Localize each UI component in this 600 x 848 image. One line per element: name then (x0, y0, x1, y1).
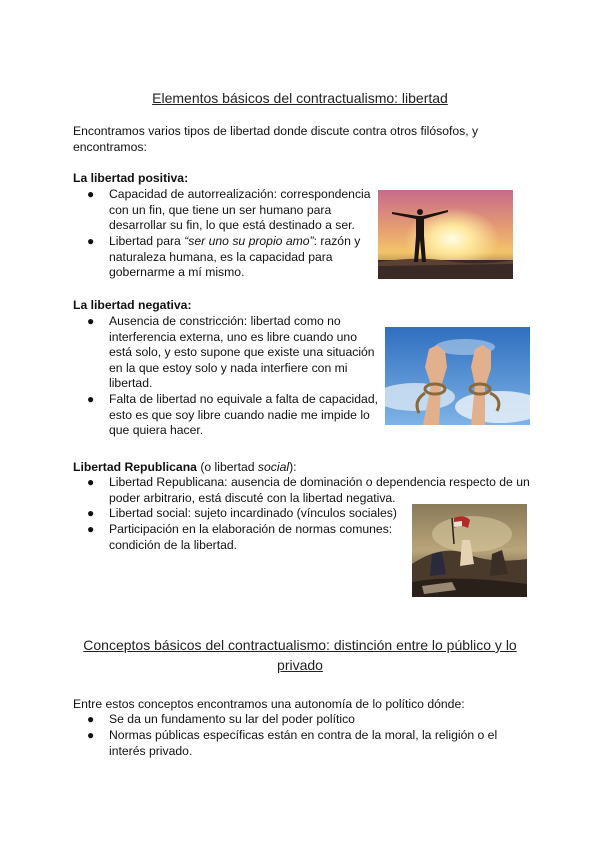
liberty-painting-image (412, 504, 527, 597)
intro-line: Encontramos varios tipos de libertad donde discute contra otros filósofos, y (73, 124, 479, 138)
list-item-line: Capacidad de autorrealización: correspondencia (109, 187, 371, 201)
list-item-line: que quiera hacer. (109, 423, 204, 437)
list-item-line: libertad. (109, 376, 153, 390)
title-line: privado (277, 657, 323, 673)
list-item-line (109, 234, 384, 250)
bullet-icon: ● (87, 728, 95, 742)
list-item-line: condición de la libertad. (109, 537, 238, 552)
list-item (87, 506, 409, 522)
heading-bold: Libertad Republicana (73, 460, 197, 474)
bullet-icon: ● (87, 522, 95, 536)
list-item-line: interferencia externa, uno es libre cuando uno (109, 329, 357, 344)
sunset-silhouette-image (378, 190, 513, 279)
bullet-icon: ● (87, 506, 95, 520)
broken-chains-icon (385, 327, 530, 425)
list-item (87, 234, 384, 281)
list-item (87, 475, 539, 506)
text: Libertad para (109, 234, 185, 248)
list-item-line: Participación en la elaboración de normas comunes: (109, 522, 393, 536)
list-item-line: esto es que soy libre cuando nadie me impide lo (109, 407, 370, 422)
list-item-line: desarrollar su fin, lo que está destinado a ser. (109, 218, 355, 232)
list-item-line: Libertad social: sujeto incardinado (vínculos sociales) (109, 506, 397, 520)
list-item-line: en la que estoy solo y nada interfiere con mi (109, 360, 348, 375)
emphasis-text: “ser uno su propio amo” (184, 234, 314, 248)
list-item (87, 728, 539, 759)
broken-chains-image (385, 327, 530, 425)
list-item-line: Libertad Republicana: ausencia de dominación o dependencia respecto de un (109, 475, 530, 489)
heading-text: (o libertad (196, 460, 258, 474)
list-item-line: con un fin, que tiene un ser humano para (109, 202, 332, 217)
bullet-icon: ● (87, 712, 95, 726)
heading-positive-liberty: La libertad positiva: (73, 171, 189, 185)
list-item-line: Falta de libertad no equivale a falta de capacidad, (109, 392, 378, 406)
list-item-line: naturaleza humana, es la capacidad para (109, 249, 333, 264)
bullet-icon: ● (87, 475, 95, 489)
list-item (87, 187, 384, 234)
text: : razón y (313, 234, 361, 248)
section-title-libertad: Elementos básicos del contractualismo: libertad (152, 90, 448, 106)
list-item (87, 392, 384, 439)
list-item-line: interés privado. (109, 743, 193, 758)
list-item-line: está solo, y esto supone que existe una situación (109, 345, 375, 359)
bullet-icon: ● (87, 314, 95, 328)
bullet-icon: ● (87, 187, 95, 201)
sunset-silhouette-icon (378, 190, 513, 279)
title-line: Conceptos básicos del contractualismo: distinción entre lo público y lo (83, 637, 517, 653)
list-item (87, 712, 529, 728)
list-item-line: poder arbitrario, está discuté con la libertad negativa. (109, 490, 396, 505)
section-title-publico-privado (0, 635, 600, 675)
bullet-icon: ● (87, 392, 95, 406)
list-item-line: Ausencia de constricción: libertad como no (109, 314, 341, 328)
list-item (87, 314, 384, 392)
bullet-icon: ● (87, 234, 95, 248)
list-item-line: gobernarme a mí mismo. (109, 265, 245, 279)
list-item-line: Normas públicas específicas están en contra de la moral, la religión o el (109, 728, 498, 742)
section2-intro: Entre estos conceptos encontramos una autonomía de lo político dónde: (73, 697, 465, 711)
intro-paragraph (73, 124, 543, 155)
intro-line: encontramos: (73, 139, 147, 154)
heading-text: ): (289, 460, 297, 474)
heading-republican-liberty (73, 460, 297, 474)
list-item-line: Se da un fundamento su lar del poder político (109, 712, 355, 726)
list-item (87, 522, 409, 553)
heading-emphasis: social (257, 460, 290, 474)
heading-negative-liberty: La libertad negativa: (73, 298, 192, 312)
liberty-painting-icon (412, 504, 527, 597)
